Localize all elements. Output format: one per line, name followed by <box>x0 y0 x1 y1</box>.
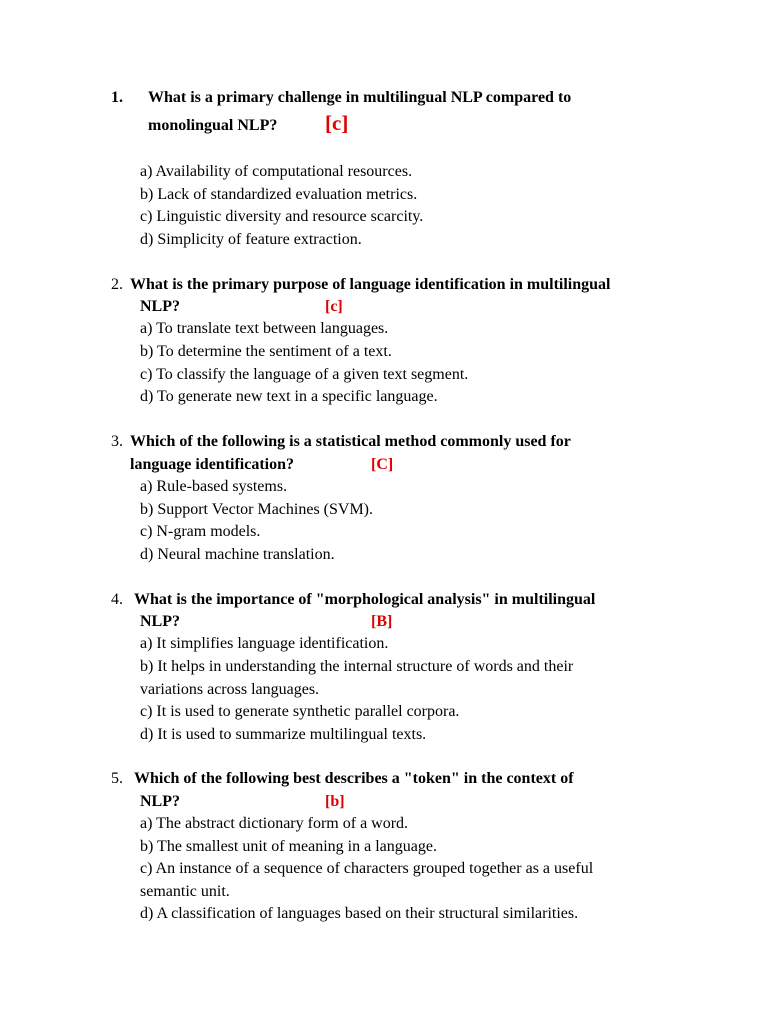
question-2-option-d: d) To generate new text in a specific language. <box>140 388 438 405</box>
question-5-text-line1: Which of the following best describes a "token" in the context of <box>134 770 574 787</box>
question-5-option-d: d) A classification of languages based on their structural similarities. <box>140 905 579 922</box>
question-5-number: 5. <box>111 770 123 787</box>
question-3-option-c: c) N-gram models. <box>140 523 261 540</box>
question-5-answer: [b] <box>325 793 345 810</box>
question-1-text-line1: What is a primary challenge in multilingual NLP compared to <box>148 89 572 106</box>
question-3-number: 3. <box>111 433 123 450</box>
question-4-option-b-cont: variations across languages. <box>140 681 320 698</box>
question-4-answer: [B] <box>371 613 393 630</box>
question-1-number: 1. <box>111 89 123 106</box>
question-2-option-a: a) To translate text between languages. <box>140 320 389 337</box>
question-3-option-d: d) Neural machine translation. <box>140 546 335 563</box>
question-5-option-b: b) The smallest unit of meaning in a language. <box>140 838 437 855</box>
question-3-answer: [C] <box>371 456 394 473</box>
question-1-answer: [c] <box>325 111 349 135</box>
question-5-option-a: a) The abstract dictionary form of a word. <box>140 815 409 832</box>
question-1-option-d: d) Simplicity of feature extraction. <box>140 231 362 248</box>
question-5-option-c-cont: semantic unit. <box>140 883 230 900</box>
question-3-text-line1: Which of the following is a statistical method commonly used for <box>130 433 571 450</box>
question-4-option-c: c) It is used to generate synthetic parallel corpora. <box>140 703 460 720</box>
question-1-text-line2: monolingual NLP? <box>148 117 278 134</box>
question-2-answer: [c] <box>325 298 343 315</box>
question-3-option-a: a) Rule-based systems. <box>140 478 288 495</box>
question-4-text-line1: What is the importance of "morphological analysis" in multilingual <box>134 591 596 608</box>
question-5-option-c: c) An instance of a sequence of characters grouped together as a useful <box>140 860 594 877</box>
question-4-text-line2: NLP? <box>140 613 180 630</box>
question-2-option-c: c) To classify the language of a given text segment. <box>140 366 469 383</box>
question-2-number: 2. <box>111 276 123 293</box>
question-5-text-line2: NLP? <box>140 793 180 810</box>
question-1-option-c: c) Linguistic diversity and resource scarcity. <box>140 208 424 225</box>
question-1-option-a: a) Availability of computational resources. <box>140 163 413 180</box>
question-3-option-b: b) Support Vector Machines (SVM). <box>140 501 374 518</box>
question-2-text-line1: What is the primary purpose of language identification in multilingual <box>130 276 611 293</box>
question-4-option-b: b) It helps in understanding the internal structure of words and their <box>140 658 574 675</box>
question-4-option-d: d) It is used to summarize multilingual texts. <box>140 726 427 743</box>
question-2-text-line2: NLP? <box>140 298 180 315</box>
question-3-text-line2: language identification? <box>130 456 295 473</box>
question-1-option-b: b) Lack of standardized evaluation metrics. <box>140 186 418 203</box>
question-4-number: 4. <box>111 591 123 608</box>
question-4-option-a: a) It simplifies language identification. <box>140 635 389 652</box>
question-2-option-b: b) To determine the sentiment of a text. <box>140 343 392 360</box>
